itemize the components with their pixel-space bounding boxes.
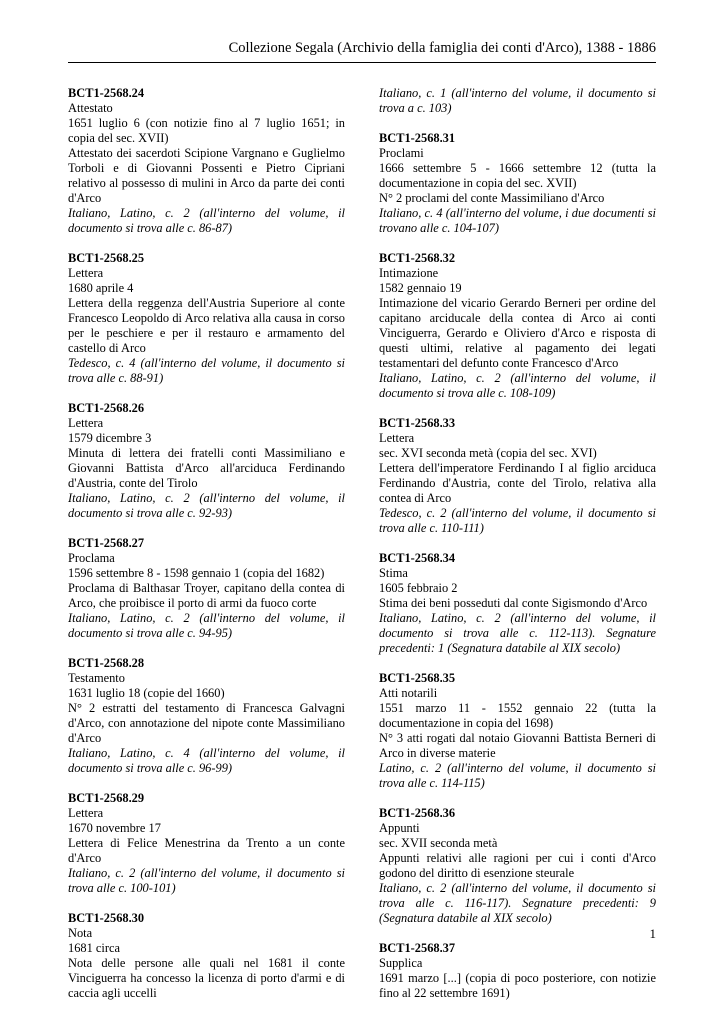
- entry-type: Lettera: [68, 416, 104, 430]
- entry-language-extent: Italiano, c. 4 (all'interno del volume, i due documenti si trovano alle c. 104-107): [379, 206, 656, 235]
- left-column: [68, 86, 345, 1016]
- entry-code: BCT1-2568.32: [379, 251, 456, 265]
- entry-description: N° 2 proclami del conte Massimiliano d'Arco: [379, 191, 605, 205]
- entry-description: N° 3 atti rogati dal notaio Giovanni Battista Berneri di Arco in diverse materie: [379, 731, 656, 760]
- entry-type: Atti notarili: [379, 686, 438, 700]
- catalog-entry: [68, 791, 345, 896]
- entry-date: 1579 dicembre 3: [68, 431, 152, 445]
- entry-code: BCT1-2568.28: [68, 656, 145, 670]
- entry-date: 1551 marzo 11 - 1552 gennaio 22 (tutta la documentazione in copia del 1698): [379, 701, 656, 730]
- entry-description: Appunti relativi alle ragioni per cui i conti d'Arco godono del diritto di esenzione steurale: [379, 851, 656, 880]
- page-header: Collezione Segala (Archivio della famiglia dei conti d'Arco), 1388 - 1886: [68, 40, 656, 63]
- entry-language-extent: Italiano, Latino, c. 2 (all'interno del volume, il documento si trova alle c. 92-93): [68, 491, 345, 520]
- entry-type: Proclama: [68, 551, 115, 565]
- entry-description: Attestato dei sacerdoti Scipione Vargnano e Guglielmo Torboli e di Giovanni Possenti e Pietro Cipriani relativo al possesso di mulini in Arco da parte dei conti d'Arco: [68, 146, 345, 205]
- entry-date: 1605 febbraio 2: [379, 581, 458, 595]
- entry-code: BCT1-2568.29: [68, 791, 145, 805]
- entry-date: 1596 settembre 8 - 1598 gennaio 1 (copia del 1682): [68, 566, 325, 580]
- catalog-entry: [379, 251, 656, 401]
- entry-type: Testamento: [68, 671, 125, 685]
- entry-language-extent: Italiano, Latino, c. 2 (all'interno del volume, il documento si trova alle c. 86-87): [68, 206, 345, 235]
- entry-code: BCT1-2568.25: [68, 251, 145, 265]
- entry-code: BCT1-2568.27: [68, 536, 145, 550]
- catalog-entry: [68, 911, 345, 1001]
- entry-code: BCT1-2568.35: [379, 671, 456, 685]
- entry-date: 1681 circa: [68, 941, 120, 955]
- entry-type: Attestato: [68, 101, 113, 115]
- entry-language-extent: Latino, c. 2 (all'interno del volume, il documento si trova alle c. 114-115): [379, 761, 656, 790]
- entry-language-extent: Tedesco, c. 2 (all'interno del volume, il documento si trova alle c. 110-111): [379, 506, 656, 535]
- entry-language-extent: Italiano, Latino, c. 2 (all'interno del volume, il documento si trova alle c. 94-95): [68, 611, 345, 640]
- entry-description: Intimazione del vicario Gerardo Berneri per ordine del capitano arciducale della contea di Arco ai conti Vinciguerra, Gerardo e Oliviero d'Arco e risposta di questi ultimi, relative al pagamento dei legati testamentari del defunto conte Francesco d'Arco: [379, 296, 656, 370]
- entry-language-extent: Italiano, Latino, c. 2 (all'interno del volume, il documento si trova alle c. 112-113). Segnature precedenti: 1 (Segnatura databile al XIX secolo): [379, 611, 656, 655]
- catalog-entry: [379, 551, 656, 656]
- entry-type: Intimazione: [379, 266, 439, 280]
- entry-type: Appunti: [379, 821, 420, 835]
- entry-type: Stima: [379, 566, 408, 580]
- page-number: 1: [649, 926, 656, 941]
- entry-type: Lettera: [379, 431, 415, 445]
- entry-description: Proclama di Balthasar Troyer, capitano della contea di Arco, che proibisce il porto di armi da fuoco corte: [68, 581, 345, 610]
- entry-description: Lettera di Felice Menestrina da Trento a un conte d'Arco: [68, 836, 345, 865]
- entry-code: BCT1-2568.36: [379, 806, 456, 820]
- entry-type: Supplica: [379, 956, 423, 970]
- catalog-entry: [68, 656, 345, 776]
- catalog-entry: [68, 251, 345, 386]
- entry-code: BCT1-2568.34: [379, 551, 456, 565]
- entry-date: 1670 novembre 17: [68, 821, 161, 835]
- entry-language-extent: Italiano, Latino, c. 4 (all'interno del volume, il documento si trova alle c. 96-99): [68, 746, 345, 775]
- entry-type: Lettera: [68, 266, 104, 280]
- entry-code: BCT1-2568.30: [68, 911, 145, 925]
- catalog-entry: [68, 401, 345, 521]
- catalog-entry: [379, 806, 656, 926]
- entry-language-extent: Tedesco, c. 4 (all'interno del volume, il documento si trova alle c. 88-91): [68, 356, 345, 385]
- entry-date: 1651 luglio 6 (con notizie fino al 7 luglio 1651; in copia del sec. XVII): [68, 116, 345, 145]
- entry-date: 1666 settembre 5 - 1666 settembre 12 (tutta la documentazione in copia del sec. XVII): [379, 161, 656, 190]
- catalog-entry: [379, 941, 656, 1001]
- entry-code: BCT1-2568.24: [68, 86, 145, 100]
- entry-date: 1582 gennaio 19: [379, 281, 462, 295]
- entry-date: 1691 marzo [...] (copia di poco posteriore, con notizie fino al 22 settembre 1691): [379, 971, 656, 1000]
- entry-description: Stima dei beni posseduti dal conte Sigismondo d'Arco: [379, 596, 648, 610]
- entry-language-extent: Italiano, Latino, c. 2 (all'interno del volume, il documento si trova alle c. 108-109): [379, 371, 656, 400]
- entry-description: N° 2 estratti del testamento di Francesca Galvagni d'Arco, con annotazione del nipote conte Massimiliano d'Arco: [68, 701, 345, 745]
- entry-type: Lettera: [68, 806, 104, 820]
- entry-code: BCT1-2568.31: [379, 131, 456, 145]
- entry-date: sec. XVII seconda metà: [379, 836, 498, 850]
- entry-date: 1680 aprile 4: [68, 281, 134, 295]
- entry-code: BCT1-2568.33: [379, 416, 456, 430]
- entry-description: Lettera della reggenza dell'Austria Superiore al conte Francesco Leopoldo di Arco relativa alla causa in corso per le peschiere e per il restauro e armamento del castello di Arco: [68, 296, 345, 355]
- entry-description: Lettera dell'imperatore Ferdinando I al figlio arciduca Ferdinando d'Austria, conte del Tirolo, relativa alla contea di Arco: [379, 461, 656, 505]
- entry-language-extent: Italiano, c. 2 (all'interno del volume, il documento si trova alle c. 100-101): [68, 866, 345, 895]
- entry-description: Nota delle persone alle quali nel 1681 il conte Vinciguerra ha concesso la licenza di porto d'armi e di caccia agli uccelli: [68, 956, 345, 1000]
- catalog-entry: [68, 86, 345, 236]
- catalog-entry: [68, 536, 345, 641]
- entry-language-extent: Italiano, c. 2 (all'interno del volume, il documento si trova alle c. 116-117). Segnature precedenti: 9 (Segnatura databile al XIX secolo): [379, 881, 656, 925]
- catalog-entry: [379, 671, 656, 791]
- entry-code: BCT1-2568.37: [379, 941, 456, 955]
- catalog-entry: [379, 416, 656, 536]
- entry-type: Proclami: [379, 146, 424, 160]
- entry-date: sec. XVI seconda metà (copia del sec. XVI): [379, 446, 597, 460]
- entry-description: Minuta di lettera dei fratelli conti Massimiliano e Giovanni Battista d'Arco all'arciduca Ferdinando d'Austria, conte del Tirolo: [68, 446, 345, 490]
- right-column: [379, 86, 656, 1016]
- entry-date: 1631 luglio 18 (copie del 1660): [68, 686, 225, 700]
- entry-code: BCT1-2568.26: [68, 401, 145, 415]
- entry-type: Nota: [68, 926, 93, 940]
- continuation-text: Italiano, c. 1 (all'interno del volume, il documento si trova a c. 103): [379, 86, 656, 115]
- catalog-entry: [379, 131, 656, 236]
